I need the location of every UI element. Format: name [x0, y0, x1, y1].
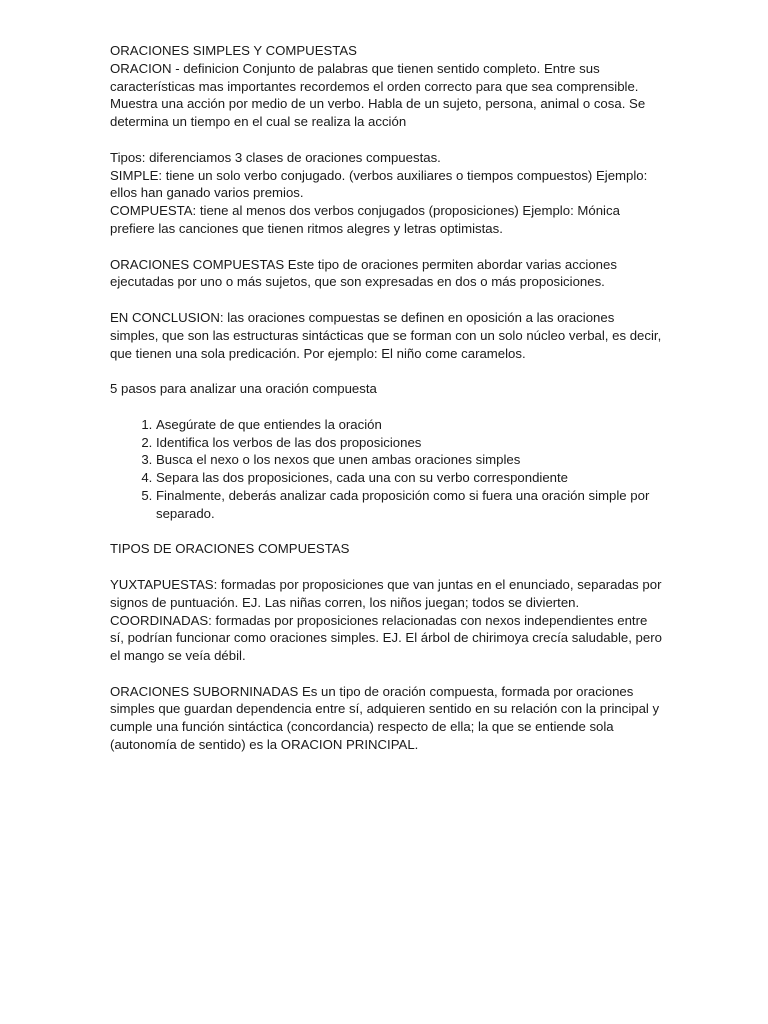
pasos-intro: 5 pasos para analizar una oración compuesta [110, 381, 377, 397]
steps-list [110, 416, 662, 523]
yuxtapuestas-paragraph: YUXTAPUESTAS: formadas por proposiciones que van juntas en el enunciado, separadas por signos de puntuación. EJ. Las niñas corren, los niños juegan; todos se divierten. [110, 576, 662, 610]
compuesta-paragraph: COMPUESTA: tiene al menos dos verbos conjugados (proposiciones) Ejemplo: Mónica prefiere las canciones que tienen ritmos alegres y letras optimistas. [110, 203, 620, 236]
tipos-intro: Tipos: diferenciamos 3 clases de oraciones compuestas. [110, 149, 441, 165]
list-item: 5. Finalmente, deberás analizar cada proposición como si fuera una oración simple por separado. [156, 487, 662, 523]
document-title: ORACIONES SIMPLES Y COMPUESTAS [110, 43, 357, 58]
conclusion-paragraph: EN CONCLUSION: las oraciones compuestas se definen en oposición a las oraciones simples, que son las estructuras sintácticas que se forman con un solo núcleo verbal, es decir, que tienen una sola predicación. Por ejemplo: El niño come caramelos. [110, 309, 662, 361]
list-item: 3. Busca el nexo o los nexos que unen ambas oraciones simples [156, 451, 662, 469]
subordinadas-paragraph: ORACIONES SUBORNINADAS Es un tipo de oración compuesta, formada por oraciones simples que guardan dependencia entre sí, adquieren sentido en su relación con la principal y cumple una función sintáctica (concordancia) respecto de ella; la que se entiende sola (autonomía de sentido) es la ORACION PRINCIPAL. [110, 683, 660, 753]
document-page [110, 42, 662, 772]
list-item: 1. Asegúrate de que entiendes la oración [156, 416, 662, 434]
list-item: 4. Separa las dos proposiciones, cada una con su verbo correspondiente [156, 469, 662, 487]
simple-paragraph: SIMPLE: tiene un solo verbo conjugado. (verbos auxiliares o tiempos compuestos) Ejemplo: ellos han ganado varios premios. [110, 167, 648, 201]
oraciones-compuestas-paragraph: ORACIONES COMPUESTAS Este tipo de oraciones permiten abordar varias acciones ejecutadas por uno o más sujetos, que son expresadas en dos o más proposiciones. [110, 256, 617, 290]
definition-paragraph: ORACION - definicion Conjunto de palabras que tienen sentido completo. Entre sus características mas importantes recordemos el orden correcto para que sea comprensible. Muestra una acción por medio de un verbo. Habla de un sujeto, persona, animal o cosa. Se determina un tiempo en el cual se realiza la acción [110, 60, 646, 130]
coordinadas-paragraph: COORDINADAS: formadas por proposiciones relacionadas con nexos independientes entre sí, podrían funcionar como oraciones simples. EJ. El árbol de chirimoya crecía saludable, pero el mango se veía débil. [110, 612, 662, 664]
tipos-heading: TIPOS DE ORACIONES COMPUESTAS [110, 541, 350, 557]
list-item: 2. Identifica los verbos de las dos proposiciones [156, 434, 662, 452]
